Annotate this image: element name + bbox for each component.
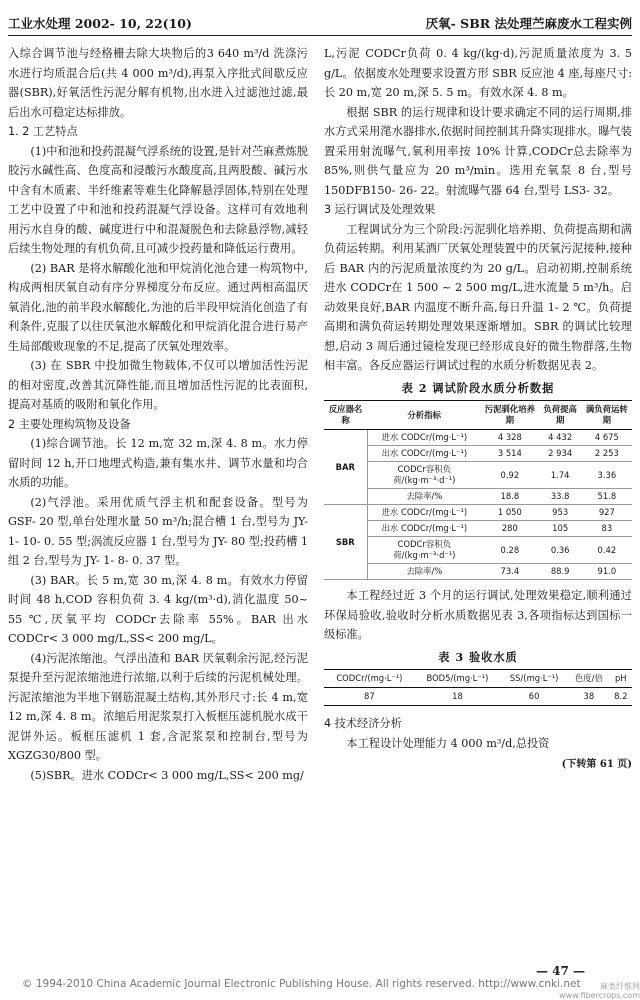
table-cell: 91.0 — [582, 564, 632, 580]
paragraph: 本工程经过近 3 个月的运行调试,处理效果稳定,顺利通过环保局验收,验收时分析水质数据见表 3,各项指标达到国标一级标准。 — [324, 589, 632, 641]
paragraph: (4)污泥浓缩池。气浮出渣和 BAR 厌氧剩余污泥,经污泥泵提升至污泥浓缩池进行浓缩,以利于后续的污泥机械处理。污泥浓缩池为半地下钢筋混凝土结构,其外形尺寸:长 4 m,宽 12 m,深 4. 8 m。浓缩后用泥浆泵打入板框压滤机脱水成干泥饼外运。板框压滤机 1 套,含泥浆泵和控制台,型号为 XGZG30/800 型。 — [8, 651, 308, 762]
table-cell: 38 — [583, 691, 595, 701]
table-row — [324, 505, 632, 521]
table-cell: 953 — [539, 505, 582, 521]
paragraph: (5)SBR。进水 CODCr< 3 000 mg/L,SS< 200 mg/ — [30, 768, 304, 782]
table-cell: 2 934 — [539, 446, 582, 462]
paragraph: L,污泥 CODCr负荷 0. 4 kg/(kg·d),污泥质量浓度为 3. 5 g/L。依据废水处理要求设置方形 SBR 反应池 4 座,每座尺寸:长 20 m,宽 20 m,深 5. 5 m。有效水深 4. 8 m。 — [324, 47, 632, 99]
running-header — [8, 6, 632, 36]
table-cell: 51.8 — [582, 489, 632, 505]
table-header-row — [324, 670, 632, 688]
table-header-cell: 负荷提高期 — [539, 401, 582, 430]
continued-note: (下转第 61 页) — [561, 759, 632, 770]
table-cell: 18 — [452, 691, 463, 701]
table-cell: 进水 CODCr/(mg·L⁻¹) — [367, 430, 481, 446]
reactor-name-cell: BAR — [324, 430, 367, 505]
table-row — [324, 521, 632, 537]
section-heading: 3 运行调试及处理效果 — [324, 203, 436, 216]
table2-caption: 表 2 调试阶段水质分析数据 — [401, 380, 555, 395]
table-cell: 87 — [364, 691, 375, 701]
paragraph: 工程调试分为三个阶段:污泥驯化培养期、负荷提高期和满负荷运转期。利用某酒厂厌氧处理装置中的厌氧污泥接种,接种后 BAR 内的污泥质量浓度约为 20 g/L。启动初期,控制系统进水 CODCr在 1 500 ~ 2 500 mg/L,进水流量 5 m³/h。启动效果良好,BAR 内温度不断升高,每日升温 1- 2 ℃。负荷提高期和满负荷运转期处理效果逐渐增加。SBR 的调试比较理想,启动 3 周后通过镜检发现已经形成良好的微生物群落,生物相丰富。各反应器运行调试过程的水质分析数据见表 2。 — [324, 222, 632, 372]
table-cell: 4 675 — [582, 430, 632, 446]
paragraph: (3) BAR。长 5 m,宽 30 m,深 4. 8 m。有效水力停留时间 48 h,COD 容积负荷 3. 4 kg/(m³·d),消化温度 50~ 55 ℃,厌氧平均 CODCr去除率 55%。BAR 出水 CODCr< 3 000 mg/L,SS< 200 mg/L。 — [8, 573, 308, 645]
paragraph: (1)中和池和投药混凝气浮系统的设置,是针对苎麻煮炼脱胶污水碱性高、色度高和浸酸污水酸度高,且两股酸、碱污水中含有木质素、半纤维素等难生化降解悬浮固体,特别在处理工艺中设置了中和池和投药混凝气浮设备。这样可有效地利用污水自身的酸、碱度进行中和混凝脱色和去除悬浮物,减轻后续生物处理的有机负荷,且可减少投药量和降低运行费用。 — [8, 144, 308, 255]
table-header-cell: 反应器名称 — [324, 401, 367, 430]
table-cell: 33.8 — [539, 489, 582, 505]
table-2 — [324, 400, 632, 580]
table-header-cell: 污泥驯化培养期 — [481, 401, 539, 430]
table3-caption: 表 3 验收水质 — [438, 649, 518, 664]
table-cell: 进水 CODCr/(mg·L⁻¹) — [367, 505, 481, 521]
table-row — [324, 489, 632, 505]
article-title: 厌氧- SBR 法处理苎麻废水工程实例 — [425, 16, 632, 31]
table-cell: 927 — [582, 505, 632, 521]
table-cell: 1 050 — [481, 505, 539, 521]
table-header-cell: BOD5/(mg·L⁻¹) — [415, 670, 500, 688]
table-cell: 4 328 — [481, 430, 539, 446]
table-header-cell: 分析指标 — [367, 401, 481, 430]
table-header-row — [324, 401, 632, 430]
paragraph: (1)综合调节池。长 12 m,宽 32 m,深 4. 8 m。水力停留时间 12 h,开口地埋式构造,兼有集水井、调节水量和均合水质的功能。 — [8, 437, 308, 489]
table-cell: 18.8 — [481, 489, 539, 505]
table-row — [324, 688, 632, 706]
table-row — [324, 564, 632, 580]
table-header-cell: CODCr/(mg·L⁻¹) — [324, 670, 415, 688]
section-heading: 4 技术经济分析 — [324, 717, 402, 730]
section-heading: 2 主要处理构筑物及设备 — [8, 417, 131, 431]
section-heading: 1. 2 工艺特点 — [8, 125, 78, 138]
table-cell: 105 — [539, 521, 582, 537]
table-cell: 83 — [582, 521, 632, 537]
table-row — [324, 446, 632, 462]
table-cell: 4 432 — [539, 430, 582, 446]
paragraph: (2)气浮池。采用优质气浮主机和配套设备。型号为 GSF- 20 型,单台处理水量 50 m³/h;混合槽 1 台,型号为 JY- 1- 10- 0. 55 型;涡流反应器 1 台,型号为 JY- 80 型;投药槽 1 组 2 台,型号为 JY- 1- 8- 0. 37 型。 — [8, 495, 308, 567]
table-cell: 8.2 — [614, 691, 628, 701]
table-cell: 2 253 — [582, 446, 632, 462]
table-cell: 3 514 — [481, 446, 539, 462]
paragraph: 根据 SBR 的运行规律和设计要求确定不同的运行周期,排水方式采用滗水器排水,依据时间控制其升降实现排水。曝气装置采用射流曝气,氧利用率按 10% 计算,CODCr总去除率为 85%,则供气量应为 20 m³/min。选用充氧泵 8 台,型号 150DFB150- 26- 22。射流曝气器 64 台,型号 LS3- 32。 — [324, 105, 632, 197]
table-row — [324, 537, 632, 564]
table-cell: 0.28 — [481, 537, 539, 564]
table-cell: 280 — [481, 521, 539, 537]
paragraph: 本工程设计处理能力 4 000 m³/d,总投资 — [346, 736, 550, 750]
table-cell: 去除率/% — [367, 564, 481, 580]
copyright-footer: © 1994-2010 China Academic Journal Electronic Publishing House. All rights reserved. http://www.cnki.net — [22, 978, 581, 990]
paragraph: (2) BAR 是将水解酸化池和甲烷消化池合建一构筑物中,构成两相厌氧自动有序分界梯度分布反应。通过两相高温厌氧消化,池的前半段水解酸化,为池的后半段甲烷消化创造了有利条件,克服了以往厌氧池水解酸化和甲烷消化混合进行易产生局部酸败现象的不足,提高了厌氧处理效率。 — [8, 261, 308, 353]
table-cell: CODCr容积负荷/(kg·m⁻³·d⁻¹) — [367, 462, 481, 489]
table-3 — [324, 669, 632, 706]
table-row — [324, 462, 632, 489]
watermark: 麻类纤维网 www.fibercrops.com — [559, 982, 640, 1000]
table-cell: 88.9 — [539, 564, 582, 580]
left-column — [8, 44, 308, 785]
page-number: — 47 — — [536, 964, 586, 978]
table-cell: 0.36 — [539, 537, 582, 564]
journal-name: 工业水处理 2002- 10, 22(10) — [8, 16, 192, 31]
table-cell: 出水 CODCr/(mg·L⁻¹) — [367, 446, 481, 462]
paragraph: (3) 在 SBR 中投加微生物载体,不仅可以增加活性污泥的相对密度,改善其沉降性能,而且增加活性污泥的比表面积,提高对基质的吸附和氧化作用。 — [8, 359, 308, 411]
table-header-cell: SS/(mg·L⁻¹) — [500, 670, 568, 688]
table-cell: 出水 CODCr/(mg·L⁻¹) — [367, 521, 481, 537]
table-cell: 0.92 — [481, 462, 539, 489]
paragraph: 入综合调节池与经格栅去除大块物后的3 640 m³/d 洗涤污水进行均质混合后(共 4 000 m³/d),再泵入序批式间歇反应器(SBR),好氧活性污泥分解有机物,出水进入过滤池过滤,最后出水可稳定达标排放。 — [8, 47, 308, 119]
table-cell: CODCr容积负荷/(kg·m⁻³·d⁻¹) — [367, 537, 481, 564]
table-cell: 73.4 — [481, 564, 539, 580]
table-header-cell: 色度/倍 — [568, 670, 609, 688]
table-cell: 60 — [528, 691, 540, 701]
table-cell: 3.36 — [582, 462, 632, 489]
table-header-cell: 满负荷运转期 — [582, 401, 632, 430]
table-cell: 1.74 — [539, 462, 582, 489]
table-cell: 去除率/% — [367, 489, 481, 505]
table-row — [324, 430, 632, 446]
table-header-cell: pH — [610, 670, 632, 688]
right-column — [324, 44, 632, 775]
table-cell: 0.42 — [582, 537, 632, 564]
reactor-name-cell: SBR — [324, 505, 367, 580]
